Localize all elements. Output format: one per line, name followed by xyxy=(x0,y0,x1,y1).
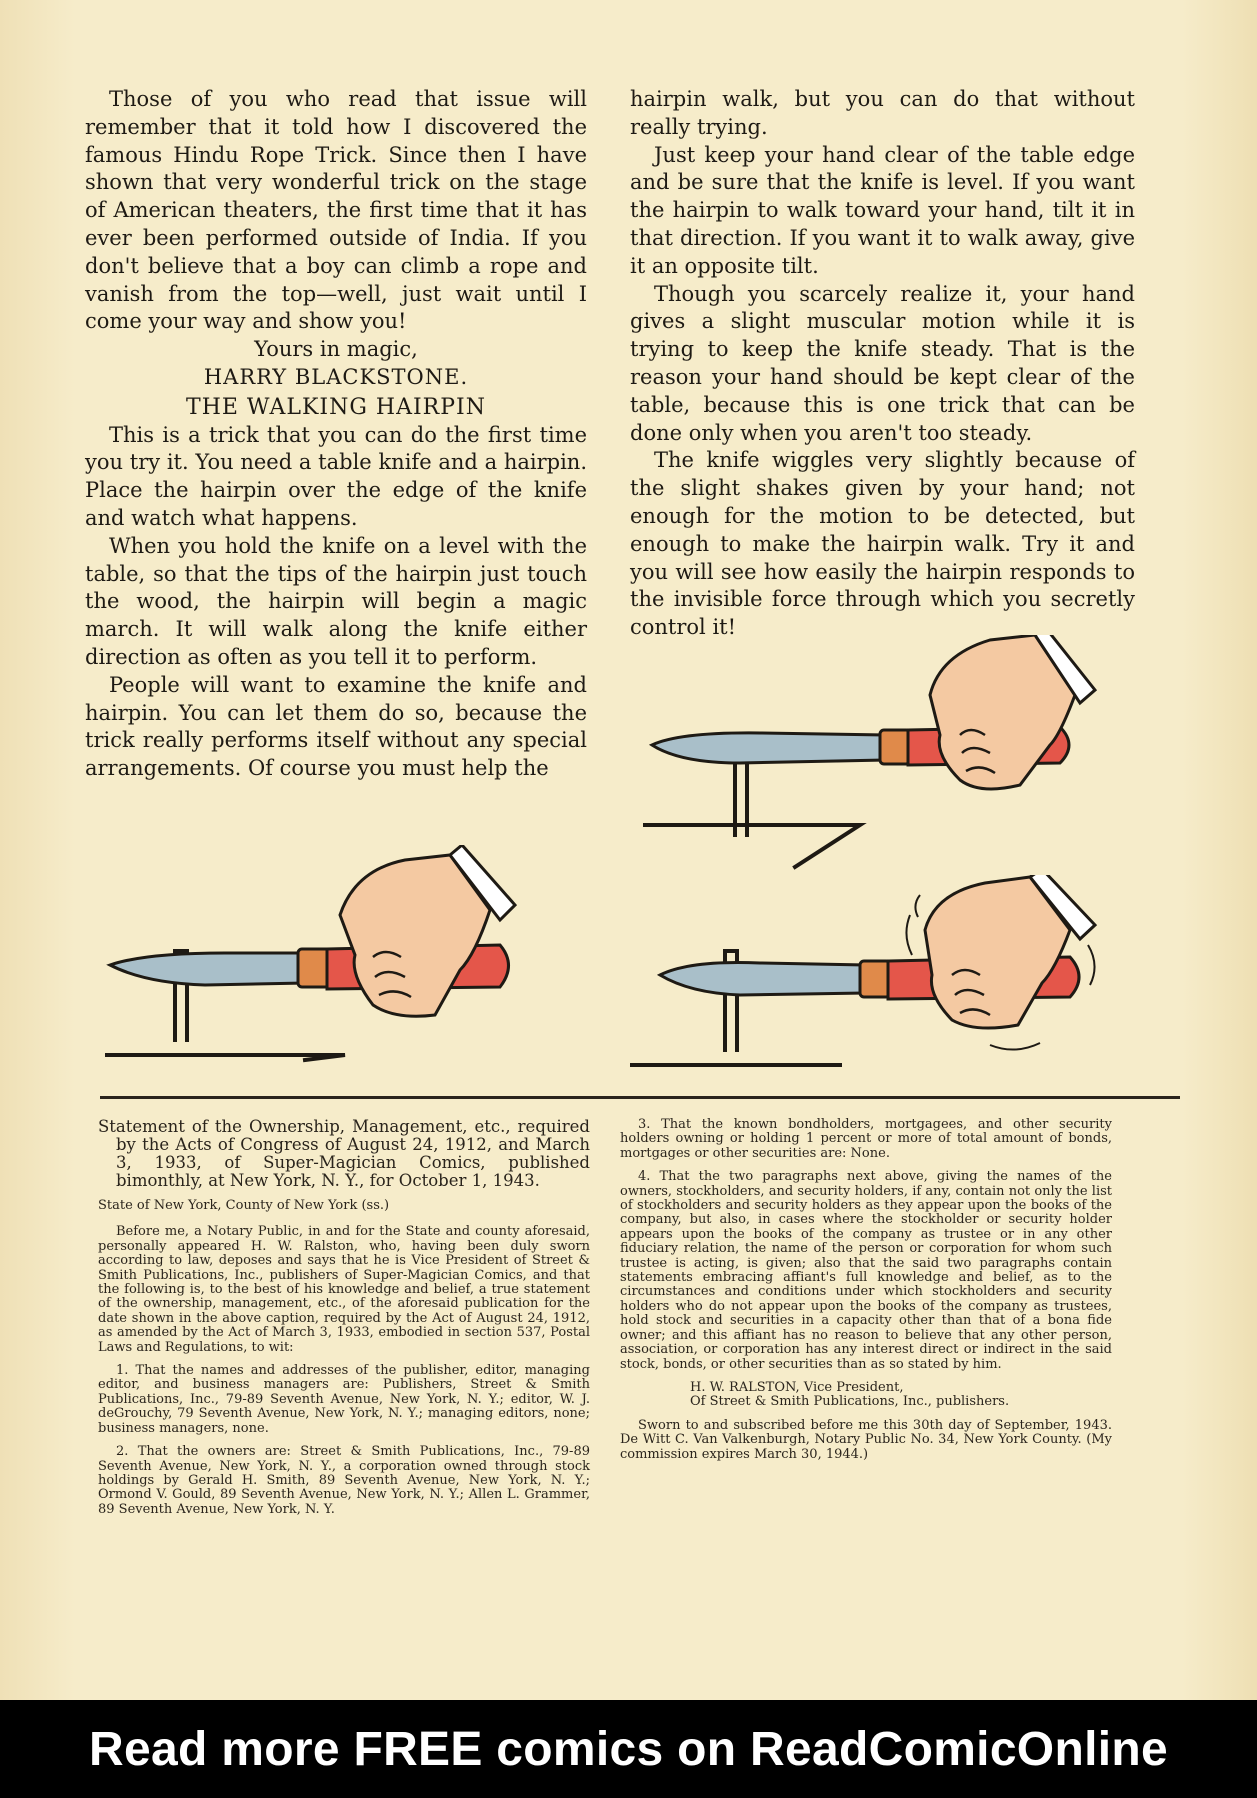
promo-footer-text[interactable]: Read more FREE comics on ReadComicOnline xyxy=(89,1722,1168,1776)
promo-footer-bar xyxy=(0,1700,1257,1798)
statement-sworn: Sworn to and subscribed before me this 30th day of September, 1943. De Witt C. Van Valkenburgh, Notary Public No. 34, New York County. (My commission expires March 30, 1944.) xyxy=(620,1417,1112,1462)
ownership-statement-left xyxy=(98,1118,590,1526)
left-column xyxy=(85,86,587,783)
statement-item-4: 4. That the two paragraphs next above, giving the names of the owners, stockholders, and security holders, if any, contain not only the list of stockholders and security holders as they appear upon the books of the company, but also, in cases where the stockholder or security holder appears upon the books of the company as trustee or in any other fiduciary relation, the name of the person or corporation for whom such trustee is acting, is given; also that the said two paragraphs contain statements embracing affiant's full knowledge and belief, as to the circumstances and conditions under which stockholders and security holders who do not appear upon the books of the company as trustees, hold stock and securities in a capacity other than that of a bona fide owner; and this affiant has no reason to believe that any other person, association, or corporation has any interest direct or indirect in the said stock, bonds, or other securities than as so stated by him. xyxy=(620,1169,1112,1372)
statement-item-2: 2. That the owners are: Street & Smith Publications, Inc., 79-89 Seventh Avenue, New York, N. Y., a corporation owned through stock holdings by Gerald H. Smith, 89 Seventh Avenue, New York, N. Y.; Ormond V. Gould, 89 Seventh Avenue, New York, N. Y.; Allen L. Grammer, 89 Seventh Avenue, New York, N. Y. xyxy=(98,1444,590,1517)
signature: HARRY BLACKSTONE. xyxy=(203,364,469,389)
instruction-paragraph-1: Just keep your hand clear of the table edge and be sure that the knife is level. If you want the hairpin to walk toward your hand, tilt it in that direction. If you want it to walk away, give it an opposite tilt. xyxy=(630,142,1135,278)
statement-item-3: 3. That the known bondholders, mortgagees, and other security holders owning or holding 1 percent or more of total amount of bonds, mortgages or other securities are: None. xyxy=(620,1117,1112,1161)
knife-illustration-shaking xyxy=(630,875,1110,1075)
statement-item-1: 1. That the names and addresses of the publisher, editor, managing editor, and business managers are: Publishers, Street & Smith Publications, Inc., 79-89 Seventh Avenue, New York, N. Y.; editor, W. J. deGrouchy, 79 Seventh Avenue, New York, N. Y.; managing editors, none; business managers, none. xyxy=(98,1363,590,1436)
instruction-paragraph-2: Though you scarcely realize it, your hand gives a slight muscular motion while it is trying to keep the knife steady. That is the reason your hand should be kept clear of the table, because this is one trick that can be done only when you aren't too steady. xyxy=(630,281,1135,445)
closing-line: Yours in magic, xyxy=(254,337,418,362)
continued-paragraph: hairpin walk, but you can do that without really trying. xyxy=(630,87,1135,139)
statement-intro: Before me, a Notary Public, in and for the State and county aforesaid, personally appeared H. W. Ralston, who, having been duly sworn according to law, deposes and says that he is Vice President of Street & Smith Publications, Inc., publishers of Super-Magician Comics, and that the following is, to the best of his knowledge and belief, a true statement of the ownership, management, etc., of the aforesaid publication for the date shown in the above caption, required by the Act of August 24, 1912, as amended by the Act of March 3, 1933, embodied in section 537, Postal Laws and Regulations, to wit: xyxy=(98,1224,590,1355)
right-column xyxy=(630,86,1135,642)
statement-title: Statement of the Ownership, Management, etc., required by the Acts of Congress of August 24, 1912, and March 3, 1933, of Super-Magician Comics, published bimonthly, at New York, N. Y., for October 1, 1943. xyxy=(98,1117,590,1190)
statement-venue: State of New York, County of New York (ss.) xyxy=(98,1198,390,1213)
statement-signer: H. W. RALSTON, Vice President, xyxy=(690,1379,904,1395)
ownership-statement-right xyxy=(620,1118,1112,1471)
intro-paragraph: Those of you who read that issue will remember that it told how I discovered the famous Hindu Rope Trick. Since then I have shown that very wonderful trick on the stage of American theaters, the first time that it has ever been performed outside of India. If you don't believe that a boy can climb a rope and vanish from the top—well, just wait until I come your way and show you! xyxy=(85,87,587,334)
trick-paragraph-1: This is a trick that you can do the first time you try it. You need a table knife and a hairpin. Place the hairpin over the edge of the knife and watch what happens. xyxy=(85,422,587,530)
trick-heading: THE WALKING HAIRPIN xyxy=(186,394,486,420)
knife-illustration-level xyxy=(640,635,1110,875)
trick-paragraph-2: When you hold the knife on a level with the table, so that the tips of the hairpin just touch the wood, the hairpin will begin a magic march. It will walk along the knife either direction as often as you tell it to perform. xyxy=(85,533,587,669)
statement-signer-org: Of Street & Smith Publications, Inc., publishers. xyxy=(690,1394,1010,1410)
knife-illustration-tilt-toward xyxy=(105,845,575,1065)
section-divider xyxy=(100,1096,1180,1099)
trick-paragraph-3: People will want to examine the knife and hairpin. You can let them do so, because the trick really performs itself without any special arrangements. Of course you must help the xyxy=(85,672,587,781)
instruction-paragraph-3: The knife wiggles very slightly because of the slight shakes given by your hand; not enough for the motion to be detected, but enough to make the hairpin walk. Try it and you will see how easily the hairpin responds to the invisible force through which you secretly control it! xyxy=(630,448,1135,640)
